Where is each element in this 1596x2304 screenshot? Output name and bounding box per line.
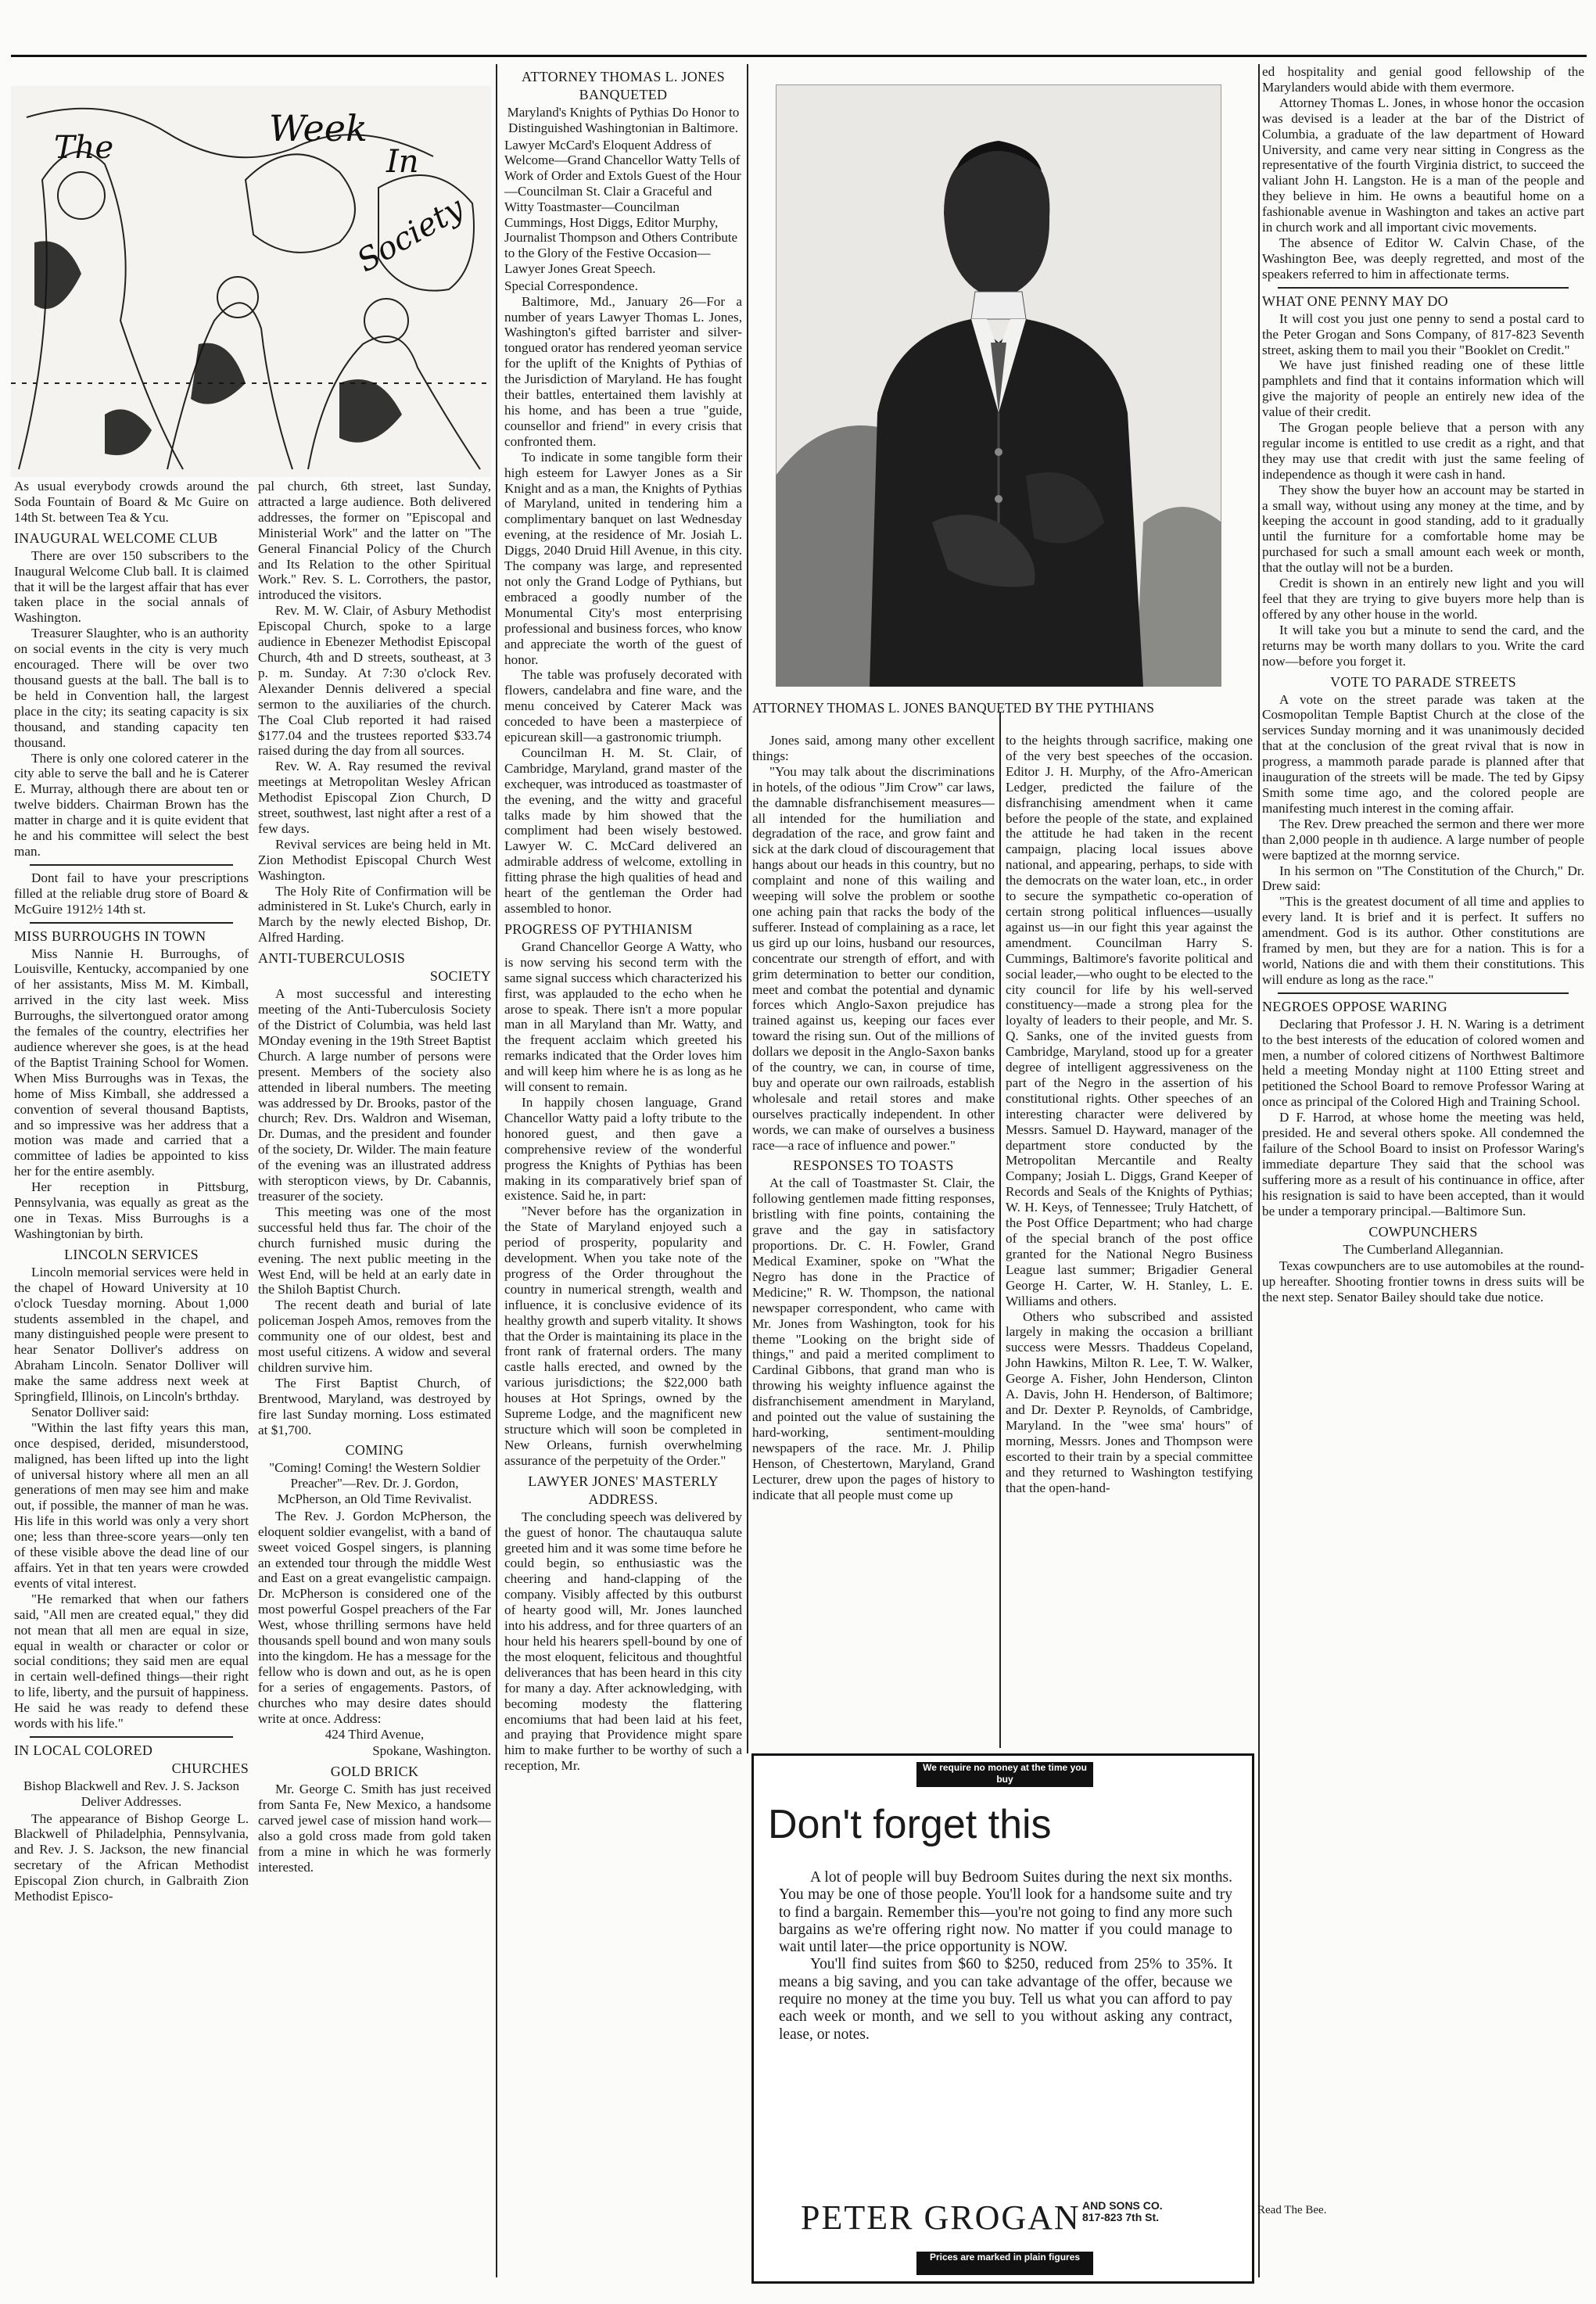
divider xyxy=(30,864,233,866)
church-news-p4: Revival services are being held in Mt. Zion Methodist Episcopal Church West Washington. xyxy=(258,836,491,883)
inaugural-p3: There is only one colored caterer in the city able to serve the ball and he is Caterer E. Murray, although there are about ten or twelve bidders. Chairman Brown has the matter in charge and it is quite evident that he and his committee will select the best man. xyxy=(14,750,249,859)
cowpunchers-source: The Cumberland Allegannian. xyxy=(1343,1241,1504,1257)
inaugural-p2: Treasurer Slaughter, who is an authority on social events in the city is very much encouraged. There will be over two thousand guests at the ball. The ball is to be held in Convention hall, the largest place in the city; its seating capacity is six thousand, and standing capacity ten thousand. xyxy=(14,626,249,750)
parade-p2: The Rev. Drew preached the sermon and there wer more than 2,000 people in th audience. A large number of people were baptized at the mornng service. xyxy=(1262,816,1584,863)
ad-company-line1: AND SONS CO. xyxy=(1082,2199,1163,2212)
cowpunchers-heading: COWPUNCHERS xyxy=(1368,1223,1478,1240)
anti-tb-heading-1: ANTI-TUBERCULOSIS xyxy=(258,950,406,967)
divider xyxy=(30,1736,233,1738)
waring-p1: Declaring that Professor J. H. N. Waring is a detriment to the best interests of the education of colored women and men, a number of colored citizens of Northwest Baltimore held a meeting Monday night at 1100 Etting street and petitioned the School Board to remove Professor Waring at once as principal of the Colored High and Training School. xyxy=(1262,1016,1584,1110)
speech-p1: Jones said, among many other excellent things: xyxy=(752,733,995,763)
churches-heading-2: CHURCHES xyxy=(171,1760,249,1776)
ad-company xyxy=(1082,2200,1163,2223)
penny-p2: We have just finished reading one of these little pamphlets and find that it contains information which will give the majority of people an entirely new idea of the value of their credit. xyxy=(1262,357,1584,420)
top-rule xyxy=(11,55,1587,57)
lincoln-p3: "Within the last fifty years this man, once despised, derided, misunderstood, maligned, has been lifted up into the light of universal history where all men an all generations of men may see him and make out, if possible, the manner of man he was. His life in this world was only a very short one; less than three-score years—only ten of these visible above the dead line of our affairs. Yet in that ten years were crowded events of vital interest. xyxy=(14,1419,249,1591)
jones-p8: The concluding speech was delivered by the guest of honor. The chautauqua salute greeted him and it was some time before he could begin, so enthusiastic was the cheering and hand-clapping of the company. Visibly affected by this outburst of hearty good will, Mr. Jones launched into his address, and for three quarters of an hour held his hearers spell-bound by one of the most eloquent, felicitous and thoughtful deliverances that has been heard in this city for many a day. After acknowledging, with becoming modesty the flattering encomiums that had been laid at his feet, and praying that Providence might spare him to make further to be worthy of such a reception, Mr. xyxy=(504,1509,742,1774)
masthead-word-society: Society xyxy=(351,189,471,280)
parade-p3: In his sermon on "The Constitution of the Church," Dr. Drew said: xyxy=(1262,863,1584,894)
footer-note: Read The Bee. xyxy=(1257,2204,1327,2216)
anti-tb-p4: The First Baptist Church, of Brentwood, Maryland, was destroyed by fire last Sunday morning. Loss estimated at $1,700. xyxy=(258,1375,491,1437)
gold-brick-heading: GOLD BRICK xyxy=(330,1764,419,1780)
toasts-p1: At the call of Toastmaster St. Clair, the following gentlemen made fitting responses, bristling with fine points, containing the grave and the gay in satisfactory proportions. Dr. C. H. Fowler, Grand Medical Examiner, spoke on "What the Negro has done in the Practice of Medicine;" R. W. Thompson, the national newspaper correspondent, who came with Mr. Jones from Washington, took for his theme "Looking on the bright side of things," and paid a merited compliment to Cardinal Gibbons, that grand man who is throwing his weighty influence against the disfranchisement amendment in Maryland, and pointed out the value of sustaining the hard-working, sentiment-moulding newspapers of the race. Mr. J. Philip Henson, of Chestertown, Maryland, Grand Lecturer, drew upon the pages of history to indicate that all people must come up xyxy=(752,1175,995,1502)
anti-tb-heading-2: SOCIETY xyxy=(429,968,491,985)
church-news-p2: Rev. M. W. Clair, of Asbury Methodist Episcopal Church, spoke to a large audience in Ebenezer Methodist Episcopal Church, 4th and D streets, southeast, at 3 p. m. Sunday. At 7:30 o'clock Rev. Alexander Dennis delivered a special sermon to the auxiliaries of the church. The Coal Club reported it had raised $177.04 and the trustees reported $33.74 raised during the day from all sources. xyxy=(258,603,491,759)
coming-address-2: Spokane, Washington. xyxy=(372,1743,491,1759)
jones-p3: The table was profusely decorated with flowers, candelabra and fine ware, and the menu conceived by Caterer Mack was conceded to have been a masterpiece of epicurean skill—a gastronomic triumph. xyxy=(504,667,742,745)
jones-heading-1: ATTORNEY THOMAS L. JONES xyxy=(522,69,725,84)
column-5 xyxy=(1006,733,1253,1742)
churches-subhead: Bishop Blackwell and Rev. J. S. Jackson Deliver Addresses. xyxy=(23,1778,240,1809)
penny-p3: The Grogan people believe that a person with any regular income is entitled to use credit as a right, and that they may use that credit with just the same feeling of independence as though it were cash in hand. xyxy=(1262,420,1584,482)
jones-p4: Councilman H. M. St. Clair, of Cambridge, Maryland, grand master of the exchequer, was introduced as toastmaster of the evening, and the witty and graceful talks made by him showed that the compliment had been wisely bestowed. Lawyer W. C. McCard delivered an admirable address of welcome, extolling in fitting phrase the high qualities of head and heart of the gentleman the Order had assembled to honor. xyxy=(504,745,742,917)
lincoln-p2: Senator Dolliver said: xyxy=(31,1404,149,1419)
jones-p2: To indicate in some tangible form their high esteem for Lawyer Jones as a Sir Knight and as a man, the Knights of Pythias of Maryland, united in tendering him a complimentary banquet on last Wednesday evening, at the residence of Mr. Josiah L. Diggs, 2040 Druid Hill Avenue, in this city. The company was large, and represented not only the Grand Lodge of Pythians, but embraced a goodly number of the Monumental City's most enterprising professional and business forces, who know and appreciate the worth of the guest of honor. xyxy=(504,449,742,667)
coming-heading: COMING xyxy=(345,1442,404,1459)
anti-tb-p3: The recent death and burial of late policeman Jospeh Amos, removes from the community one of our oldest, best and most useful citizens. A widow and several children survive him. xyxy=(258,1297,491,1375)
parade-p1: A vote on the street parade was taken at the Cosmopolitan Temple Baptist Church at the close of the services Sunday morning and it was unanimously decided that at the conclusion of the great rvival that is now in progress, a mammoth parade parade is planned after that inauguration of the streets will be made. The ted by Gipsy Smith some time ago, and the colored people are manifesting much interest in the coming affair. xyxy=(1262,691,1584,816)
masterly-heading-1: LAWYER JONES' MASTERLY xyxy=(528,1473,719,1489)
divider xyxy=(1278,287,1569,289)
masthead-word-in: In xyxy=(386,144,419,180)
church-news-p5: The Holy Rite of Confirmation will be administered in St. Luke's Church, early in March by the newly elected Bishop, Dr. Alfred Harding. xyxy=(258,883,491,946)
speech-p2: "You may talk about the discriminations in hotels, of the odious "Jim Crow" car laws, the damnable disfranchisement measures—all intended for the humiliation and degradation of the race, and grow faint and sick at the dark cloud of discouragement that hangs about our heads in this country, but no complaint and none of this wailing and weeping will solve the problem or soothe one aching pain that racks the body of the sufferer. Instead of complaining as a race, let us gird up our loins, husband our resources, concentrate our strength of effort, and with grim determination to better our condition, meet and combat the potential and dynamic forces which Anglo-Saxon prejudice has trained against us, keeping our faces ever toward the rising sun. Out of the millions of dollars we deposit in the Anglo-Saxon banks of the country, we can, in course of time, buy and operate our own railroads, establish wholesale and retail stores and make ourselves practically independent. In other words, we can make of ourselves a business race—a race of influence and power." xyxy=(752,763,995,1153)
jones-subhead-2: Lawyer McCard's Eloquent Address of Welcome—Grand Chancellor Watty Tells of Work of Order and Extols Guest of the Hour—Councilman St. Clair a Graceful and Witty Toastmaster—Councilman Cummings, Host Diggs, Editor Murphy, Journalist Thompson and Others Contribute to the Glory of the Festive Occasion—Lawyer Jones Great Speech. xyxy=(504,137,741,276)
toasts-heading: RESPONSES TO TOASTS xyxy=(793,1157,954,1174)
column-rule xyxy=(747,64,748,1753)
right-p1: ed hospitality and genial good fellowship of the Marylanders would abide with them evermore. xyxy=(1262,64,1584,95)
continued-p1: to the heights through sacrifice, making one of the very best speeches of the occasion. Editor J. H. Murphy, of the Afro-American Ledger, predicted the failure of the disfranchising amendment when it came before the people of the state, and explained the attitude he had taken in the recent campaign, placing local issues above national, and appearing, perhaps, to side with the democrats on the water loan, etc., in order to secure the sympathetic co-operation of certain strong political influences—usually against us—in our fight this year against the amendment. Councilman Harry S. Cummings, Baltimore's favorite political and social leader,—who ought to be elected to the city council for life by his well-served constituency—made a strong plea for the loyalty of leaders to their people, and Mr. S. Q. Sanks, one of the invited guests from Cambridge, Maryland, stood up for a greater degree of intelligent aggressiveness on the part of the Negro in the assertion of his constitutional rights. Other speeches of an interesting character were delivered by Messrs. Samuel D. Hayward, manager of the department store conducted by the Metropolitan Mercantile and Realty Company; Josiah L. Diggs, Grand Keeper of Records and Seals of the Knights of Pythias; W. H. Keys, of Tennessee; Truly Hatchett, of the Post Office Department; who had charge of the special branch of the post office granted for the National Negro Business League last summer; Brigadier General George H. Carter, W. H. Stanley, L. E. Williams and others. xyxy=(1006,733,1253,1308)
penny-heading: WHAT ONE PENNY MAY DO xyxy=(1262,292,1448,309)
penny-p1: It will cost you just one penny to send a postal card to the Peter Grogan and Sons Company, of 817-823 Seventh street, asking them to mail you their "Booklet on Credit." xyxy=(1262,310,1584,357)
column-4 xyxy=(752,733,995,1742)
parade-heading: VOTE TO PARADE STREETS xyxy=(1330,673,1516,690)
drug-store-notice: Dont fail to have your prescriptions filled at the reliable drug store of Board & McGuire 1912½ 14th st. xyxy=(14,870,249,917)
divider xyxy=(30,922,233,924)
burroughs-p1: Miss Nannie H. Burroughs, of Louisville, Kentucky, accompanied by one of her assistants, Miss M. M. Kimball, arrived in the city last week. Miss Burroughs, the silvertongued orator among the females of the country, electrifies her audience wherever she goes, is at the head of the Baptist Training School for Women. When Miss Burroughs was in Texas, the home of Miss Kimball, she addressed a convention of several thousand Baptists, and so impressive was her address that a motion was made and carried that a committee of ladies be appointed to kiss her for the entire asembly. xyxy=(14,946,249,1179)
column-rule xyxy=(999,712,1001,1748)
ad-p1: A lot of people will buy Bedroom Suites during the next six months. You may be one of those people. You'll look for a handsome suite and try to find a bargain. Remember this—you're not going to find any more such bargains as we're offering right now. No matter if you could manage to wait until later—the price opportunity is NOW. xyxy=(779,1869,1232,1956)
jones-p6: In happily chosen language, Grand Chancellor Watty paid a lofty tribute to the honored guest, and then gave a comprehensive review of the wonderful progress the Knights of Pythias has been making in its comparatively brief span of existence. Said he, in part: xyxy=(504,1094,742,1204)
jones-heading-2: BANQUETED xyxy=(579,87,668,102)
masthead-word-the: The xyxy=(54,130,114,166)
column-6 xyxy=(1262,64,1584,2199)
illustration-caption: As usual everybody crowds around the Soda Fountain of Board & Mc Guire on 14th St. between Tea & Ycu. xyxy=(14,479,249,525)
ad-bottom-banner: Prices are marked in plain figures xyxy=(916,2252,1093,2275)
penny-p4: They show the buyer how an account may be started in a small way, without using any money at the time, and by keeping the account in good standing, add to it gradually until the furniture for a comfortable home may be purchased for such a small amount each week or month, that the outlay will not be a burden. xyxy=(1262,482,1584,576)
lincoln-p1: Lincoln memorial services were held in the chapel of Howard University at 10 o'clock Tuesday morning. About 1,000 students assembled in the chapel, and many distinguished people were present to hear Senator Dolliver's address on Abraham Lincoln. Senator Dolliver will make the same address next week at Springfield, Illinois, on Lincoln's brthday. xyxy=(14,1264,249,1405)
anti-tb-p1: A most successful and interesting meeting of the Anti-Tuberculosis Society of the District of Columbia, was held last MOnday evening in the 19th Street Baptist Church. A large number of persons were present. Members of the society also attended in liberal numbers. The meeting was addressed by Dr. Brooks, pastor of the church; Rev. Drs. Waldron and Wiseman, Dr. Dumas, and the president and founder of the society, Dr. Wilder. The main feature of the evening was an illustrated address with steropticon views, by Dr. Cabannis, treasurer of the society. xyxy=(258,986,491,1204)
ad-top-banner: We require no money at the time you buy xyxy=(916,1762,1093,1787)
church-news-p3: Rev. W. A. Ray resumed the revival meetings at Metropolitan Wesley African Methodist Episcopal Zion Church, D street, southwest, last night after a rest of a few days. xyxy=(258,759,491,836)
right-p3: The absence of Editor W. Calvin Chase, of the Washington Bee, was deeply regretted, and most of the speakers referred to him in affectionate terms. xyxy=(1262,235,1584,282)
jones-subhead-1: Maryland's Knights of Pythias Do Honor to Distinguished Washingtonian in Baltimore. xyxy=(507,105,740,135)
lincoln-p4: "He remarked that when our fathers said, "All men are created equal," they did not mean that all men are equal in size, equal in wealth or character or color or social conditions; they said men are equal in certain well-defined things—their right to life, liberty, and the pursuit of happiness. He said he was ready to defend these words with his life." xyxy=(14,1591,249,1732)
masterly-heading-2: ADDRESS. xyxy=(588,1491,658,1507)
church-news-p1: pal church, 6th street, last Sunday, attracted a large audience. Both delivered addresses, the former on "Episcopal and Ministerial Work" and the latter on "The General Financial Policy of the Church and Its Relation to the other Spiritual Work." Rev. S. L. Corrothers, the pastor, introduced the visitors. xyxy=(258,479,491,603)
burroughs-p2: Her reception in Pittsburg, Pennsylvania, was equally as great as the one in Texas. Miss Burroughs is a Washingtonian by birth. xyxy=(14,1179,249,1241)
ad-brand: PETER GROGAN xyxy=(801,2198,1081,2237)
grogan-advertisement xyxy=(751,1753,1254,2284)
photo-caption: ATTORNEY THOMAS L. JONES BANQUETED BY THE PYTHIANS xyxy=(752,700,1154,716)
ad-p2: You'll find suites from $60 to $250, reduced from 25% to 35%. It means a big saving, and you can take advantage of the offer, because we require no money at the time you buy. Tell us what you can afford to pay each week or month, and we sell to you without asking any contract, lease, or notes. xyxy=(779,1956,1232,2043)
churches-heading-1: IN LOCAL COLORED xyxy=(14,1742,153,1758)
progress-heading: PROGRESS OF PYTHIANISM xyxy=(504,921,693,937)
parade-p4: "This is the greatest document of all time and applies to every land. It is brief and it is perfect. It suffers no amendment. God is its author. Other constitutions are framed by men, but they are for a nation. This is for a world, Nations die and with them their constitutions. This will endure as long as the race." xyxy=(1262,894,1584,987)
masthead-word-week: Week xyxy=(269,107,368,149)
waring-heading: NEGROES OPPOSE WARING xyxy=(1262,998,1447,1014)
special-correspondence: Special Correspondence. xyxy=(504,278,638,293)
ad-body xyxy=(779,1869,1232,2044)
penny-p6: It will take you but a minute to send the card, and the returns may be worth many dollars to you. Write the card now—before you forget it. xyxy=(1262,622,1584,669)
right-p2: Attorney Thomas L. Jones, in whose honor the occasion was devised is a leader at the bar of the District of Columbia, a graduate of the law department of Howard University, and came very near sitting in Congress as the representative of the fourth Virginia district, to succeed the valiant John H. Langston. He is a man of the people and they believe in him. He owns a beautiful home on a fashionable avenue in Washington and takes an active part in church work and all important civic movements. xyxy=(1262,95,1584,235)
portrait-photo xyxy=(776,84,1221,687)
penny-p5: Credit is shown in an entirely new light and you will feel that they are trying to give buyers more help than is offered by any other house in the world. xyxy=(1262,576,1584,622)
column-2 xyxy=(258,479,491,2285)
week-in-society-illustration xyxy=(11,86,491,477)
burroughs-heading: MISS BURROUGHS IN TOWN xyxy=(14,928,206,944)
divider xyxy=(1278,992,1569,994)
waring-p2: D F. Harrod, at whose home the meeting was held, presided. He and several others spoke. All condemned the failure of the School Board to insist on Professor Waring's immediate departure They said that the school was suffering more as a result of his continuance in office, after his resignation is said to have been accepted, than it would be under a temporary principal.—Baltimore Sun. xyxy=(1262,1110,1584,1218)
churches-p1: The appearance of Bishop George L. Blackwell of Philadelphia, Pennsylvania, and Rev. J. S. Jackson, the new financial secretary of the African Methodist Episcopal Zion church, in Galbraith Zion Methodist Episco- xyxy=(14,1811,249,1904)
coming-subhead: "Coming! Coming! the Western Soldier Preacher"—Rev. Dr. J. Gordon, McPherson, an Old Time Revivalist. xyxy=(269,1460,480,1507)
ad-company-line2: 817-823 7th St. xyxy=(1082,2211,1160,2223)
coming-address-1: 424 Third Avenue, xyxy=(325,1726,425,1742)
cowpunchers-p1: Texas cowpunchers are to use automobiles at the round-up hereafter. Shooting frontier towns in dress suits will be the next step. Senator Bailey should take due notice. xyxy=(1262,1258,1584,1305)
column-1 xyxy=(14,479,249,2285)
lincoln-heading: LINCOLN SERVICES xyxy=(64,1246,199,1262)
jones-p7: "Never before has the organization in the State of Maryland enjoyed such a period of prosperity, popularity and development. When you take note of the progress of the Order throughout the country in numerical strength, wealth and influence, it is conclusive evidence of its healthy growth and superb vitality. It shows that the Order is maintaining its place in the front rank of fraternal orders. The many castle halls erected, and owned by the various jurisdictions; the $22,000 bath houses at Hot Springs, owned by the Supreme Lodge, and the magnificent new structure which will soon be completed in New Orleans, furnish overwhelming assurance of the perpetuity of the Order." xyxy=(504,1204,742,1468)
inaugural-p1: There are over 150 subscribers to the Inaugural Welcome Club ball. It is claimed that it will be the largest affair that has ever taken place in the social annals of Washington. xyxy=(14,547,249,626)
continued-p2: Others who subscribed and assisted largely in making the occasion a brilliant success were Messrs. Thaddeus Copeland, John Hawkins, Milton R. Lee, T. W. Walker, George A. Fisher, John Henderson, Clinton A. Davis, John H. Henderson, of Baltimore; and Dr. Dexter P. Reynolds, of Cambridge, Maryland. In the "wee sma' hours" of morning, Messrs. Jones and Thompson were escorted to their train by a special committee and they returned to Washington testifying that the open-hand- xyxy=(1006,1308,1253,1495)
column-3 xyxy=(504,69,742,2282)
column-rule xyxy=(496,64,497,2277)
column-rule xyxy=(1258,64,1260,2277)
jones-p1: Baltimore, Md., January 26—For a number of years Lawyer Thomas L. Jones, Washington's gifted barrister and silver-tongued orator has rendered yeoman service for the uplift of the Knights of Pythias of the Jurisdiction of Maryland. He has fought their battles, entertained them lavishly at his home, and has been a true "guide, counsellor and friend" in every crisis that confronted them. xyxy=(504,293,742,449)
inaugural-heading: INAUGURAL WELCOME CLUB xyxy=(14,529,218,546)
coming-p1: The Rev. J. Gordon McPherson, the eloquent soldier evangelist, with a band of sweet voiced Gospel singers, is planning an extended tour through the middle West and East on a great evangelistic campaign. Dr. McPherson is considered one of the most powerful Gospel preachers of the Far West, whose thrilling sermons have held thousands spell bound and won many souls into the kingdom. He has a message for the fellow who is down and out, as he is open for a series of engagements. Pastors, of churches who may desire dates should write at once. Address: xyxy=(258,1508,491,1726)
anti-tb-p2: This meeting was one of the most successful held thus far. The choir of the church furnished music during the evening. The next public meeting in the West End, will be held at an early date in the Shiloh Baptist Church. xyxy=(258,1204,491,1297)
gold-brick-p1: Mr. George C. Smith has just received from Santa Fe, New Mexico, a handsome carved jewel case of mission hand work—also a gold cross made from gold taken from a mine in which he was formerly interested. xyxy=(258,1782,491,1875)
jones-p5: Grand Chancellor George A Watty, who is now serving his second term with the same signal success which characterized his first, was applauded to the echo when he arose to speak. There isn't a more popular man in all Maryland than Mr. Watty, and the frequent acclaim which greeted his remarks indicated that the Order loves him and will keep him where he is as long as he will consent to remain. xyxy=(504,938,742,1095)
ad-headline: Don't forget this xyxy=(768,1802,1052,1847)
